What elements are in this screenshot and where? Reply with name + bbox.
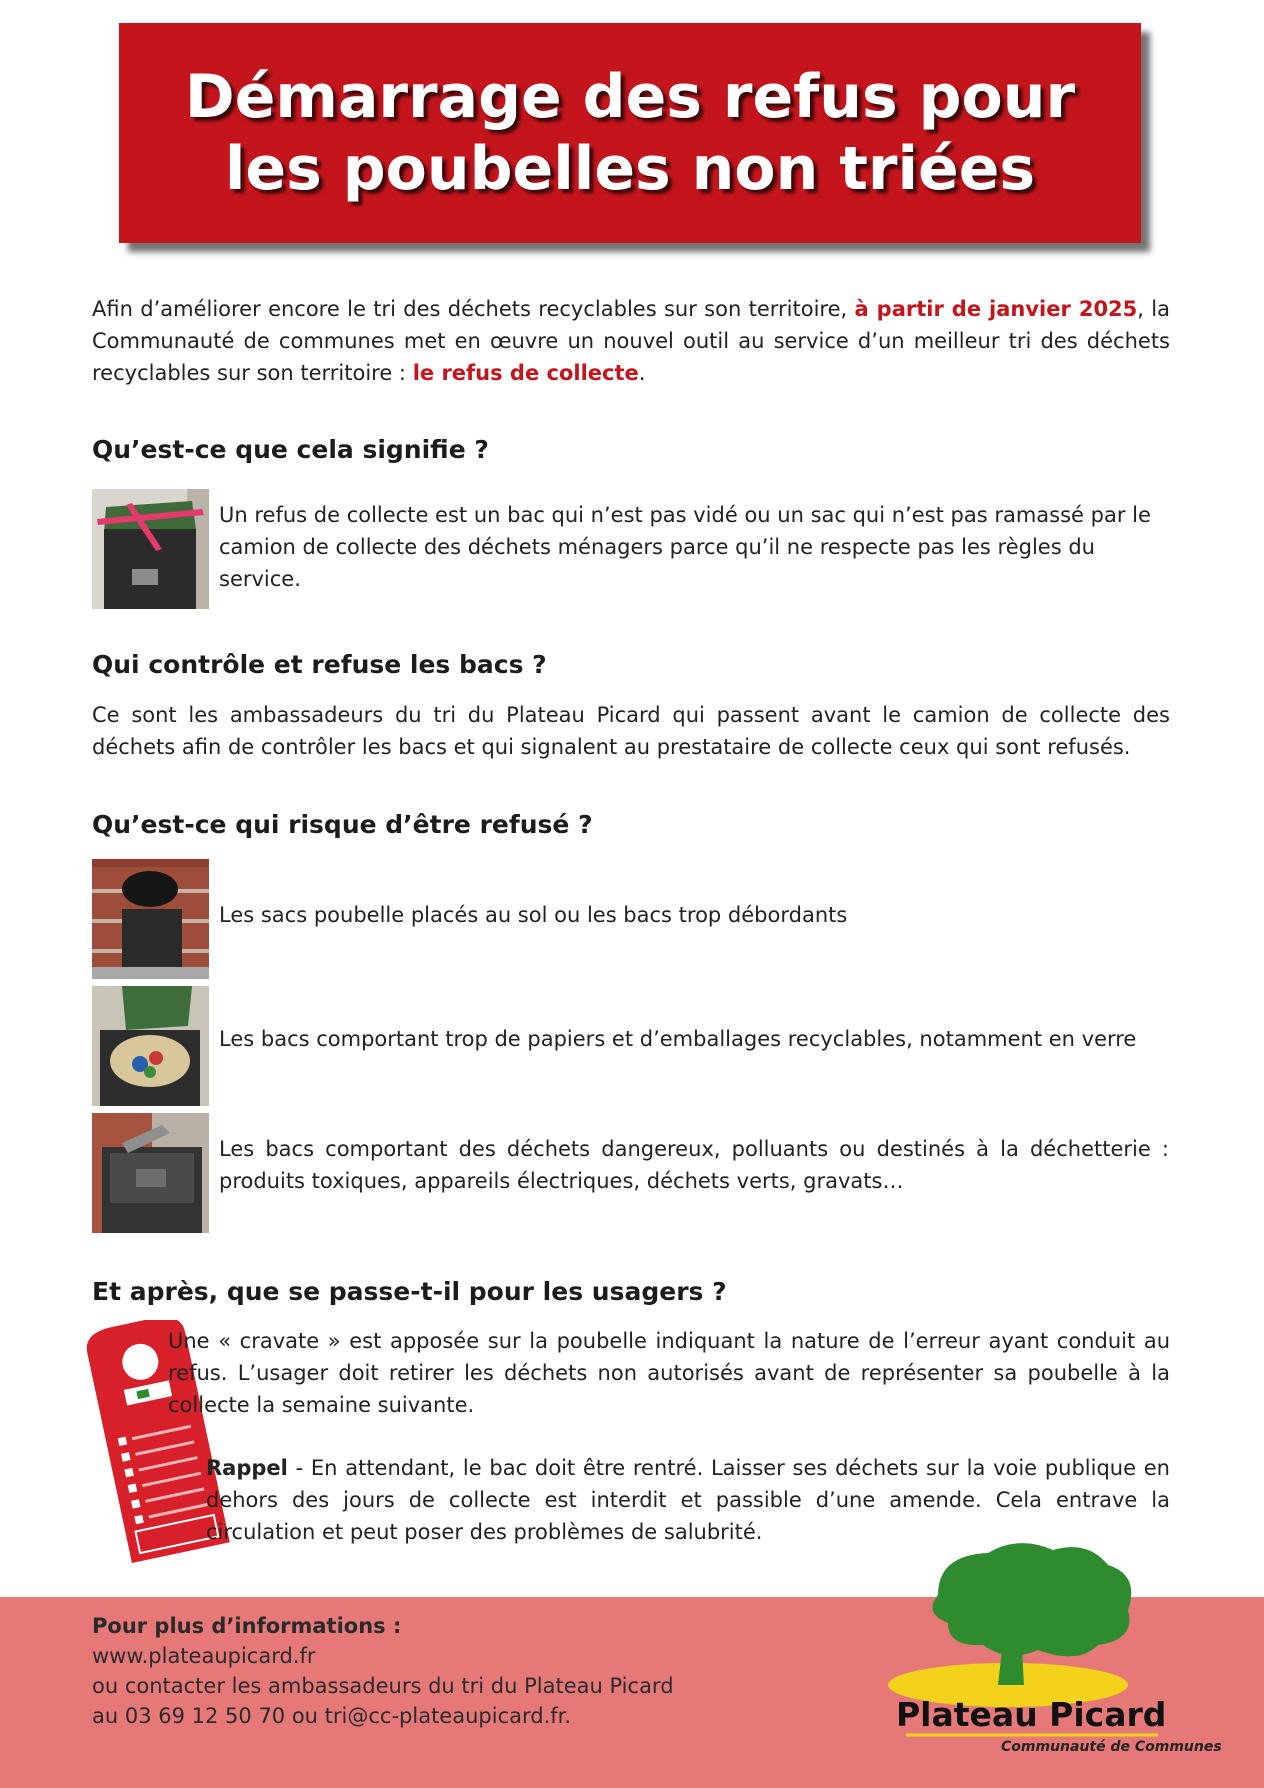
hazardous-bin-photo: [92, 1113, 209, 1233]
page-title-line2: les poubelles non triées: [224, 134, 1036, 204]
reminder-body: - En attendant, le bac doit être rentré. Laisser ses déchets sur la voie publique en dehors des jours de collecte est interdit et passible d’une amende. Cela entrave la circulation et peut poser des problèmes de salubrité.: [206, 1456, 1170, 1544]
footer-heading: Pour plus d’informations :: [92, 1614, 402, 1638]
footer-contact-line: ou contacter les ambassadeurs du tri du Plateau Picard: [92, 1674, 674, 1698]
plateau-picard-logo: [878, 1535, 1222, 1760]
intro-refusal-highlight: le refus de collecte: [412, 361, 639, 385]
page-title: [185, 61, 1075, 205]
footer-info: [92, 1611, 674, 1731]
title-banner: [119, 23, 1141, 243]
reminder-label: Rappel: [206, 1456, 288, 1480]
risk-item-3: Les bacs comportant des déchets dangereux, polluants ou destinés à la déchetterie : produits toxiques, appareils électriques, déchets verts, gravats…: [219, 1137, 1169, 1193]
refused-bin-photo: [92, 489, 209, 609]
intro-text-continued: , la Communauté de communes met en œuvre un nouvel outil au service d’un meilleur tri des déchets recyclables sur son territoire :: [92, 297, 1170, 385]
intro-date-highlight: à partir de janvier 2025: [854, 297, 1138, 321]
overflowing-bin-photo: [92, 859, 209, 979]
section-heading-meaning: Qu’est-ce que cela signifie ?: [92, 435, 489, 464]
section-heading-risk: Qu’est-ce qui risque d’être refusé ?: [92, 810, 593, 839]
reminder-text: [206, 1452, 1170, 1548]
section-heading-after: Et après, que se passe-t-il pour les usagers ?: [92, 1277, 727, 1306]
footer-phone-email[interactable]: au 03 69 12 50 70 ou tri@cc-plateaupicard.fr.: [92, 1704, 572, 1728]
intro-text: Afin d’améliorer encore le tri des déchets recyclables sur son territoire,: [92, 297, 848, 321]
page-title-line1: Démarrage des refus pour: [184, 62, 1076, 132]
section-heading-control: Qui contrôle et refuse les bacs ?: [92, 650, 547, 679]
risk-item-1: Les sacs poubelle placés au sol ou les bacs trop débordants: [219, 903, 848, 927]
after-text: Une « cravate » est apposée sur la poubelle indiquant la nature de l’erreur ayant conduit au refus. L’usager doit retirer les déchets non autorisés avant de représenter sa poubelle à la collecte la semaine suivante.: [168, 1329, 1170, 1417]
logo-subtitle: Communauté de Communes: [1001, 1739, 1222, 1755]
risk-item-2: Les bacs comportant trop de papiers et d’emballages recyclables, notamment en verre: [219, 1027, 1137, 1051]
meaning-text: Un refus de collecte est un bac qui n’est pas vidé ou un sac qui n’est pas ramassé par le camion de collecte des déchets ménagers parce qu’il ne respecte pas les règles du service.: [219, 503, 1151, 591]
control-text: Ce sont les ambassadeurs du tri du Plateau Picard qui passent avant le camion de collecte des déchets afin de contrôler les bacs et qui signalent au prestataire de collecte ceux qui sont refusés.: [92, 703, 1170, 759]
recyclables-bin-photo: [92, 986, 209, 1106]
intro-period: .: [638, 361, 646, 385]
logo-name: Plateau Picard: [896, 1695, 1167, 1734]
intro-paragraph: [92, 293, 1170, 389]
footer-website-link[interactable]: www.plateaupicard.fr: [92, 1644, 316, 1668]
